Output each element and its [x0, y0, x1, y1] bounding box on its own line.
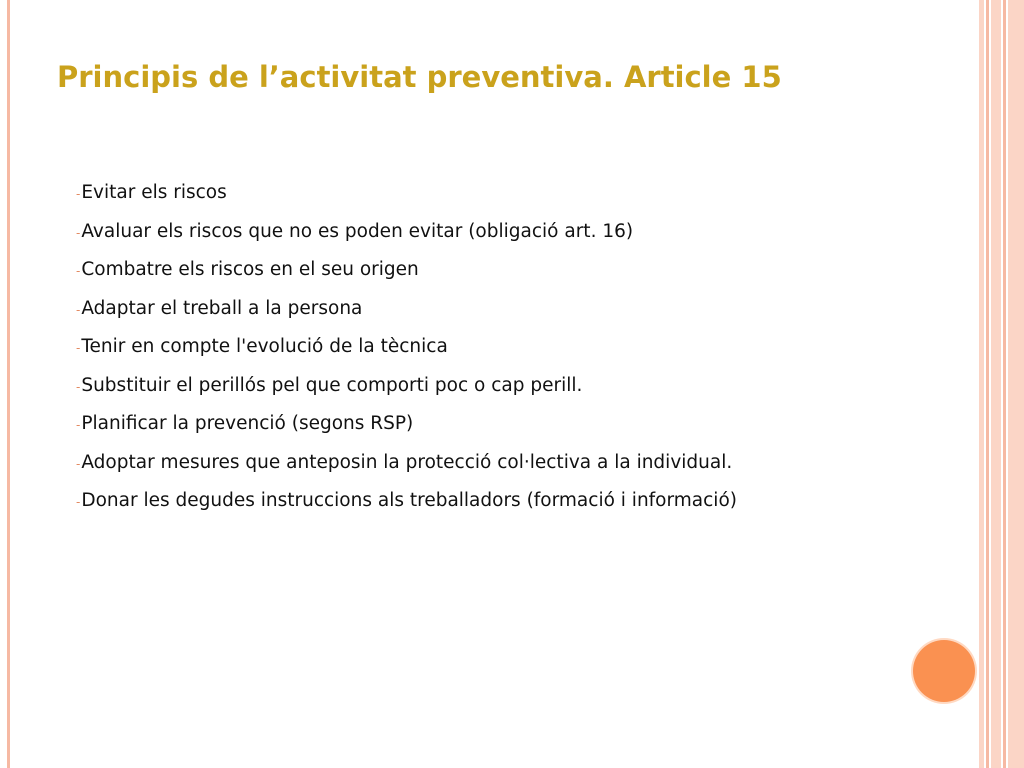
list-item-text: Donar les degudes instruccions als treballadors (formació i informació) — [81, 490, 737, 511]
bullet-dash: - — [76, 418, 81, 432]
bullet-dash: - — [76, 302, 81, 317]
bullet-dash: - — [76, 341, 81, 355]
list-item-text: Adoptar mesures que anteposin la protecció col·lectiva a la individual. — [81, 451, 733, 473]
list-item-text: Tenir en compte l'evolució de la tècnica — [81, 336, 448, 357]
list-item — [76, 254, 737, 293]
bullet-dash: - — [76, 495, 81, 509]
list-item — [76, 485, 737, 524]
bullet-dash: - — [76, 264, 81, 278]
slide-title: Principis de l’activitat preventiva. Article 15 — [57, 60, 782, 94]
left-border-stripe — [7, 0, 10, 768]
list-item — [76, 331, 737, 370]
list-item-text: Planificar la prevenció (segons RSP) — [81, 413, 414, 434]
right-border-stripe — [1008, 0, 1024, 768]
bullet-dash: - — [76, 456, 81, 471]
right-border-stripe — [991, 0, 1001, 768]
list-item-text: Adaptar el treball a la persona — [81, 297, 363, 319]
list-item-text: Avaluar els riscos que no es poden evitar (obligació art. 16) — [81, 220, 634, 242]
list-item-text: Evitar els riscos — [81, 182, 227, 203]
list-item — [76, 408, 737, 447]
list-item — [76, 293, 737, 332]
right-border-stripe — [1003, 0, 1006, 768]
decorative-circle — [913, 640, 975, 702]
list-item — [76, 216, 737, 255]
list-item-text: Combatre els riscos en el seu origen — [81, 259, 419, 280]
list-item — [76, 177, 737, 216]
right-border-stripe — [979, 0, 984, 768]
principles-list — [76, 177, 737, 524]
bullet-dash: - — [76, 225, 81, 240]
list-item — [76, 370, 737, 409]
bullet-dash: - — [76, 187, 81, 201]
list-item — [76, 447, 737, 486]
right-border-stripe — [986, 0, 989, 768]
list-item-text: Substituir el perillós pel que comporti poc o cap perill. — [81, 374, 583, 396]
bullet-dash: - — [76, 379, 81, 394]
